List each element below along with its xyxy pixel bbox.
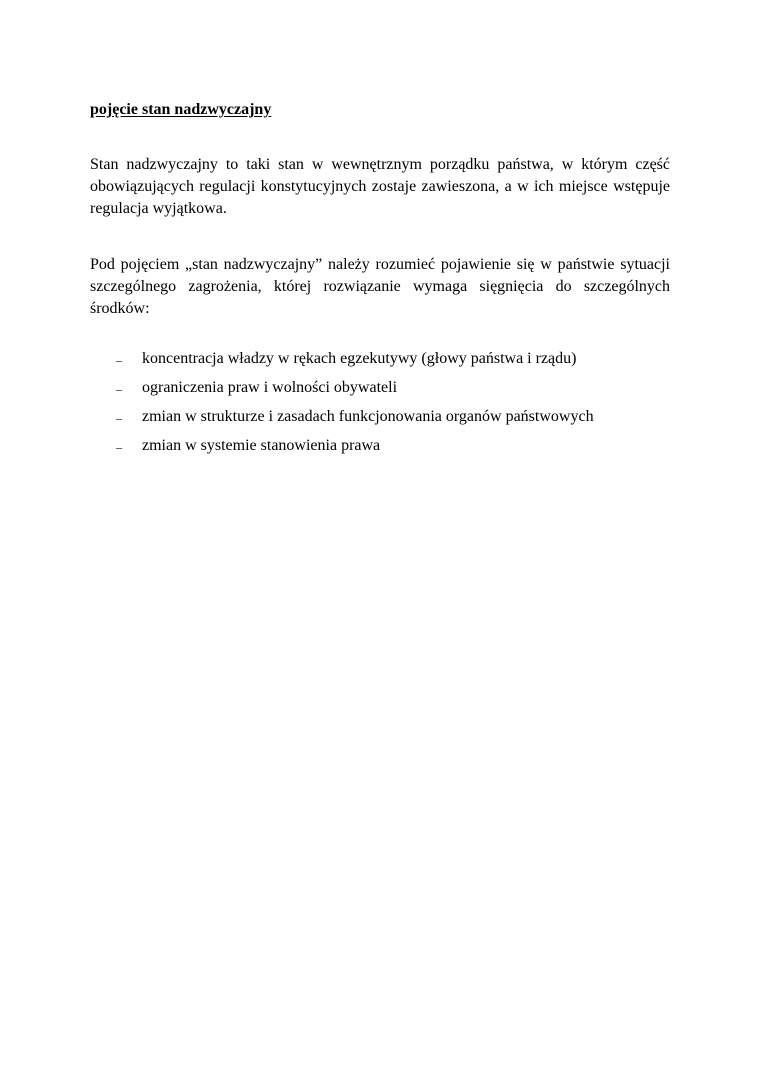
paragraph-concept: Pod pojęciem „stan nadzwyczajny” należy rozumieć pojawienie się w państwie sytuacji szczególnego zagrożenia, której rozwiązanie wymaga sięgnięcia do szczególnych środków:	[90, 256, 670, 317]
list-item-text: ograniczenia praw i wolności obywateli	[142, 379, 398, 396]
list-item-text: zmian w systemie stanowienia prawa	[142, 437, 381, 454]
document-heading: pojęcie stan nadzwyczajny	[90, 101, 272, 118]
dash-bullet: –	[116, 353, 122, 367]
dash-bullet: –	[116, 382, 122, 396]
list-item-text: zmian w strukturze i zasadach funkcjonowania organów państwowych	[142, 408, 594, 425]
paragraph-definition: Stan nadzwyczajny to taki stan w wewnętrznym porządku państwa, w którym część obowiązujących regulacji konstytucyjnych zostaje zawieszona, a w ich miejsce wstępuje regulacja wyjątkowa.	[90, 156, 670, 217]
dash-bullet: –	[116, 440, 122, 454]
dash-bullet: –	[116, 411, 122, 425]
list-item-text: koncentracja władzy w rękach egzekutywy (głowy państwa i rządu)	[142, 350, 577, 367]
